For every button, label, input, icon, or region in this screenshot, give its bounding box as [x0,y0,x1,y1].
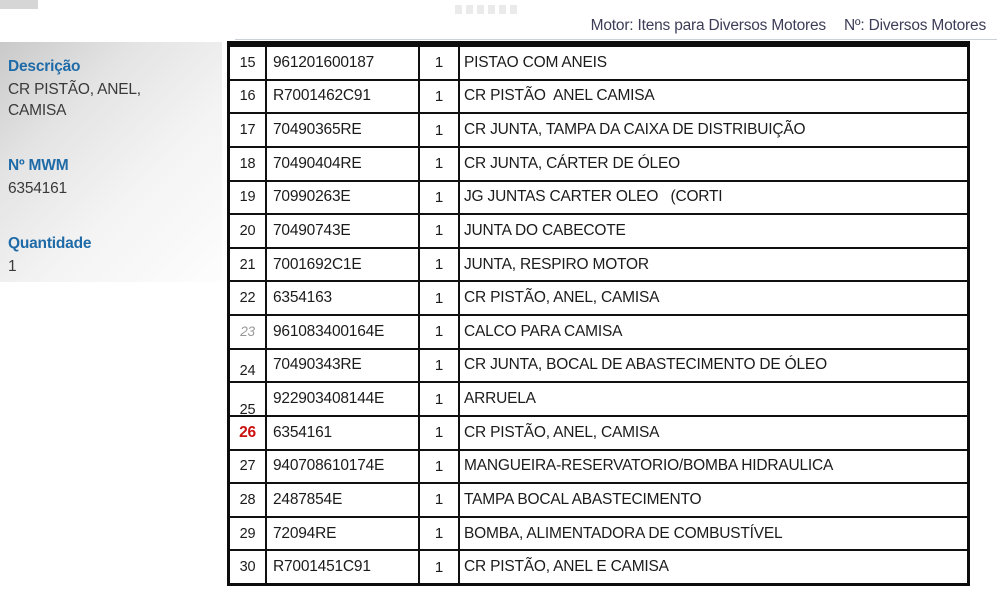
part-number-cell: 6354161 [267,417,420,449]
part-number-cell: 72094RE [267,518,420,550]
table-row [230,114,967,148]
description-cell: MANGUEIRA-RESERVATORIO/BOMBA HIDRAULICA [464,457,834,475]
quantity-cell: 1 [420,383,460,415]
item-number-cell [230,350,267,382]
item-number: 17 [239,122,256,139]
part-number-cell: 2487854E [267,484,420,516]
motor-info-text: Motor: Itens para Diversos Motores [590,17,826,34]
item-number-cell [230,417,267,449]
parts-table-body [227,41,970,586]
quantity-cell: 1 [420,350,460,382]
item-number: 28 [239,491,256,508]
item-number: 27 [239,458,256,475]
table-row [230,383,967,417]
part-number-cell: 7001692C1E [267,249,420,281]
table-row [230,451,967,485]
item-number-cell [230,114,267,146]
descricao-group [8,58,222,121]
descricao-value: CR PISTÃO, ANEL, CAMISA [8,81,141,119]
item-number: 18 [239,155,256,172]
part-number-cell: R7001451C91 [267,551,420,583]
description-cell: CR JUNTA, BOCAL DE ABASTECIMENTO DE ÓLEO [464,356,827,374]
description-cell: TAMPA BOCAL ABASTECIMENTO [464,490,702,508]
quantidade-value: 1 [8,258,17,275]
numero-mwm-label: Nº MWM [8,157,69,174]
item-number-cell [230,47,267,79]
description-cell: CR PISTÃO, ANEL E CAMISA [464,558,669,576]
table-row [230,518,967,552]
item-number: 16 [239,88,256,105]
table-row [230,215,967,249]
description-cell: CR JUNTA, TAMPA DA CAIXA DE DISTRIBUIÇÃO [464,121,806,139]
part-number-cell: 70490404RE [267,148,420,180]
scan-hairline-artifact [235,39,997,40]
item-number-cell [230,148,267,180]
quantity-cell: 1 [420,518,460,550]
quantity-cell: 1 [420,182,460,214]
quantity-cell: 1 [420,148,460,180]
quantity-cell: 1 [420,451,460,483]
table-row [230,148,967,182]
item-number-cell [230,484,267,516]
description-cell: BOMBA, ALIMENTADORA DE COMBUSTÍVEL [464,524,783,542]
description-cell: PISTAO COM ANEIS [464,53,607,71]
item-number-cell [230,81,267,113]
description-cell: CR PISTÃO ANEL CAMISA [464,87,655,105]
part-info-panel [0,42,222,282]
table-row [230,350,967,384]
item-number-cell [230,182,267,214]
numero-mwm-value: 6354161 [8,180,67,197]
item-number: 23 [240,324,255,340]
quantity-cell: 1 [420,417,460,449]
quantity-cell: 1 [420,114,460,146]
part-number-cell: 961083400164E [267,316,420,348]
table-row [230,182,967,216]
part-number-cell: 922903408144E [267,383,420,415]
table-row [230,249,967,283]
item-number-cell [230,316,267,348]
description-cell: CR JUNTA, CÁRTER DE ÓLEO [464,154,680,172]
item-number-cell [230,551,267,583]
scan-edge-artifact [0,0,38,9]
item-number: 26 [239,423,256,441]
page-header [591,17,986,35]
item-number-cell [230,249,267,281]
item-number: 25 [239,401,256,415]
table-row [230,316,967,350]
part-number-cell: 70490365RE [267,114,420,146]
item-number-cell [230,518,267,550]
numero-info-text: Nº: Diversos Motores [843,17,986,34]
item-number: 22 [239,290,256,307]
quantidade-group [8,235,222,277]
quantity-cell: 1 [420,47,460,79]
descricao-label: Descrição [8,58,81,75]
item-number-cell [230,451,267,483]
quantity-cell: 1 [420,249,460,281]
part-number-cell: 70990263E [267,182,420,214]
description-cell: ARRUELA [464,390,536,408]
item-number-cell [230,282,267,314]
item-number-cell [230,215,267,247]
description-cell: JG JUNTAS CARTER OLEO (CORTI [464,188,723,206]
table-row [230,282,967,316]
item-number: 30 [239,559,256,576]
table-row [230,417,967,451]
table-row [230,47,967,81]
item-number-cell [230,383,267,415]
item-number: 29 [239,525,256,542]
description-cell: CR PISTÃO, ANEL, CAMISA [464,423,660,441]
description-cell: CALCO PARA CAMISA [464,322,623,340]
quantity-cell: 1 [420,316,460,348]
table-row [230,81,967,115]
numero-mwm-group [8,157,222,199]
item-number: 21 [239,256,256,273]
quantidade-label: Quantidade [8,235,92,252]
quantity-cell: 1 [420,81,460,113]
part-number-cell: 70490743E [267,215,420,247]
item-number: 24 [239,363,256,380]
quantity-cell: 1 [420,551,460,583]
description-cell: CR PISTÃO, ANEL, CAMISA [464,289,660,307]
description-cell: JUNTA DO CABECOTE [464,221,626,239]
table-row [230,551,967,583]
part-number-cell: R7001462C91 [267,81,420,113]
part-number-cell: 6354163 [267,282,420,314]
part-number-cell: 961201600187 [267,47,420,79]
quantity-cell: 1 [420,484,460,516]
description-cell: JUNTA, RESPIRO MOTOR [464,255,649,273]
quantity-cell: 1 [420,215,460,247]
item-number: 19 [239,189,256,206]
item-number: 20 [239,222,256,239]
scan-smudge-artifact [455,5,519,14]
quantity-cell: 1 [420,282,460,314]
table-row [230,484,967,518]
item-number: 15 [239,54,256,71]
part-number-cell: 70490343RE [267,350,420,382]
part-number-cell: 940708610174E [267,451,420,483]
